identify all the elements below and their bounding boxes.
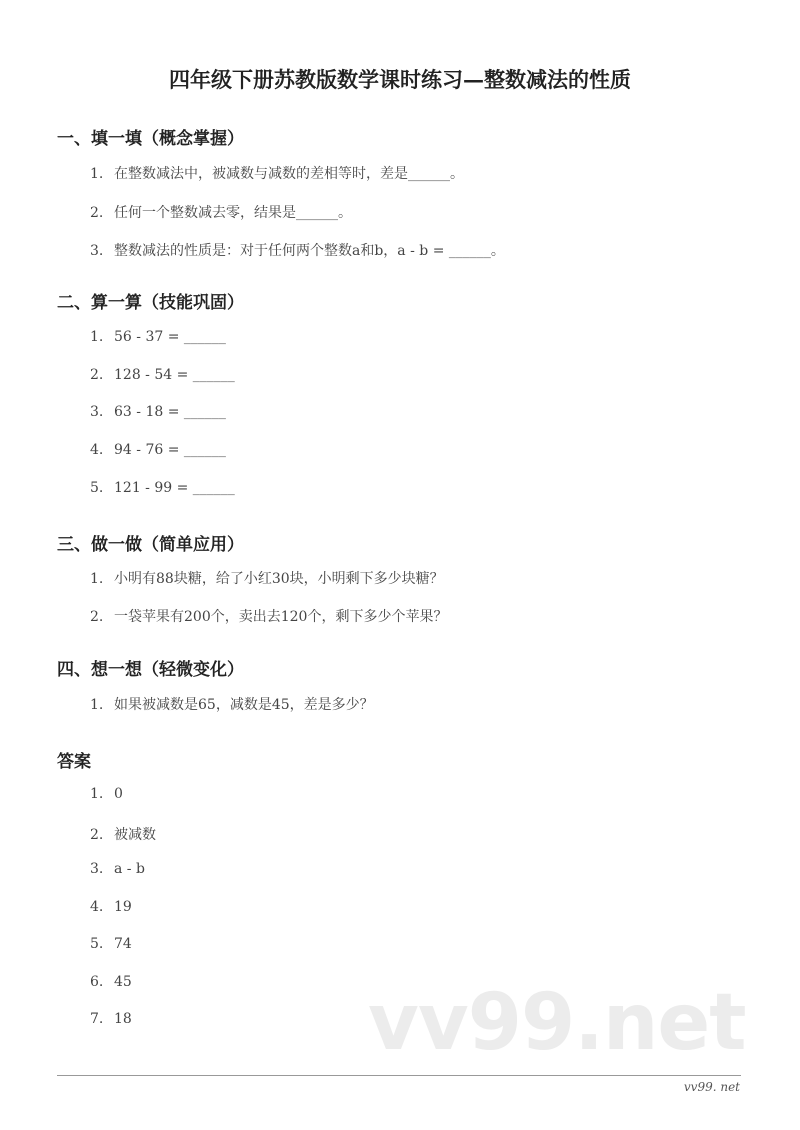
item-number: 2.: [90, 609, 104, 625]
item-text: 18: [114, 1011, 132, 1027]
list-item: [90, 480, 235, 496]
item-text: 56 - 37 = ______: [114, 329, 226, 345]
list-item: [90, 824, 156, 844]
list-item: [90, 442, 226, 458]
item-number: 1.: [90, 166, 104, 182]
list-item: [90, 786, 123, 802]
item-number: 5.: [90, 480, 104, 496]
list-item: [90, 899, 132, 915]
item-text: 整数减法的性质是：对于任何两个整数a和b，a - b = ______。: [114, 243, 505, 259]
item-number: 6.: [90, 974, 104, 990]
item-number: 7.: [90, 1011, 104, 1027]
item-number: 4.: [90, 442, 104, 458]
item-text: 74: [114, 936, 132, 952]
list-item: [90, 861, 145, 877]
item-number: 1.: [90, 571, 104, 587]
item-text: 63 - 18 = ______: [114, 404, 226, 420]
item-text: 任何一个整数减去零，结果是______。: [114, 205, 352, 221]
list-item: [90, 404, 226, 420]
item-text: a - b: [114, 861, 145, 877]
list-item: [90, 974, 132, 990]
item-number: 5.: [90, 936, 104, 952]
section-heading: 四、想一想（轻微变化）: [57, 660, 244, 680]
list-item: [90, 1011, 132, 1027]
item-text: 19: [114, 899, 132, 915]
item-text: 121 - 99 = ______: [114, 480, 235, 496]
footer-text: vv99. net: [683, 1080, 740, 1094]
item-number: 3.: [90, 404, 104, 420]
page-title: 四年级下册苏教版数学课时练习—整数减法的性质: [169, 67, 631, 92]
item-number: 4.: [90, 899, 104, 915]
list-item: [90, 936, 132, 952]
item-number: 2.: [90, 205, 104, 221]
item-number: 2.: [90, 367, 104, 383]
list-item: [90, 163, 464, 183]
watermark: vv99.net: [368, 978, 746, 1068]
footer-divider: [57, 1075, 741, 1076]
list-item: [90, 694, 374, 714]
item-number: 1.: [90, 697, 104, 713]
section-heading: 答案: [57, 752, 91, 772]
list-item: [90, 606, 447, 626]
item-number: 3.: [90, 243, 104, 259]
item-text: 45: [114, 974, 132, 990]
item-text: 被减数: [114, 827, 156, 843]
list-item: [90, 568, 444, 588]
item-number: 2.: [90, 827, 104, 843]
list-item: [90, 329, 226, 345]
list-item: [90, 240, 505, 260]
list-item: [90, 367, 235, 383]
item-text: 0: [114, 786, 123, 802]
item-text: 一袋苹果有200个，卖出去120个，剩下多少个苹果？: [114, 609, 448, 625]
item-number: 1.: [90, 329, 104, 345]
item-text: 128 - 54 = ______: [114, 367, 235, 383]
item-text: 如果被减数是65，减数是45，差是多少？: [114, 697, 374, 713]
item-text: 小明有88块糖，给了小红30块，小明剩下多少块糖？: [114, 571, 444, 587]
item-number: 1.: [90, 786, 104, 802]
section-heading: 二、算一算（技能巩固）: [57, 293, 244, 313]
item-text: 在整数减法中，被减数与减数的差相等时，差是______。: [114, 166, 464, 182]
section-heading: 一、填一填（概念掌握）: [57, 129, 244, 149]
item-text: 94 - 76 = ______: [114, 442, 226, 458]
list-item: [90, 202, 352, 222]
item-number: 3.: [90, 861, 104, 877]
section-heading: 三、做一做（简单应用）: [57, 535, 244, 555]
